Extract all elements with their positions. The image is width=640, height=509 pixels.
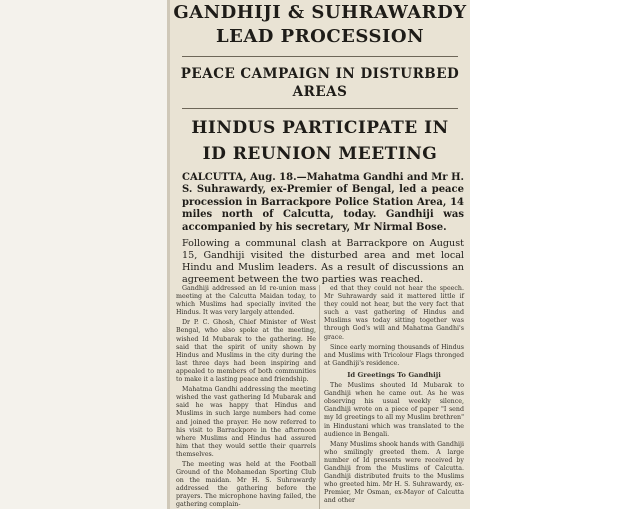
body-paragraph: Following a communal clash at Barrackpore on August 15, Gandhiji visited the disturbed area and met local Hindu and Muslim leaders. As a result of discussions an agreement between the two parties was reached.: [182, 238, 464, 285]
left-column-paragraph: The meeting was held at the Football Ground of the Mohamedan Sporting Club on the maidan. Mr H. S. Suhrawardy addressed the gathering before the prayers. The microphone having failed, the gathering complain-: [176, 460, 316, 509]
right-background: [470, 0, 640, 509]
right-column-paragraph: Since early morning thousands of Hindus and Muslims with Tricolour Flags thronged at Gandhiji's residence.: [324, 343, 464, 367]
left-column: [176, 285, 316, 509]
column-divider: [319, 285, 320, 509]
right-column-paragraph: Many Muslims shook hands with Gandhiji who smilingly greeted them. A large number of Id presents were received by Gandhiji from the Muslims of Calcutta. Gandhiji distributed fruits to the Muslims who greeted him. Mr H. S. Suhrawardy, ex-Premier, Mr Osman, ex-Mayor of Calcutta and other: [324, 440, 464, 505]
right-column-paragraph: ed that they could not hear the speech. Mr Suhrawardy said it mattered little if they could not hear, but the very fact that such a vast gathering of Hindus and Muslims was today sitting together was through God's will and Mahatma Gandhi's grace.: [324, 285, 464, 341]
deck-line-1: PEACE CAMPAIGN IN DISTURBED: [180, 66, 460, 82]
right-column-subhead: Id Greetings To Gandhiji: [347, 370, 441, 379]
deck-rule: [182, 108, 458, 109]
left-column-paragraph: Dr P. C. Ghosh, Chief Minister of West Bengal, who also spoke at the meeting, wished Id Mubarak to the gathering. He said that the spirit of unity shown by Hindus and Muslims in the city during the last three days had been inspiring and appealed to members of both communities to make it a lasting peace and friendship.: [176, 319, 316, 384]
deck-line-2: AREAS: [292, 84, 348, 100]
headline-rule: [182, 56, 458, 57]
subhead-line-2: ID REUNION MEETING: [202, 144, 438, 164]
right-column-paragraph: The Muslims shouted Id Mubarak to Gandhiji when he came out. As he was observing his usual weekly silence, Gandhiji wrote on a piece of paper "I send my Id greetings to all my Muslim brethren" in Hindustani which was translated to the audience in Bengali.: [324, 382, 464, 438]
newspaper-clipping: [170, 0, 470, 509]
headline-line-2: LEAD PROCESSION: [215, 26, 425, 47]
left-column-paragraph: Mahatma Gandhi addressing the meeting wished the vast gathering Id Mubarak and said he was happy that Hindus and Muslims in such large numbers had come and joined the prayer. He now referred to his visit to Barrackpore in the afternoon where Muslims and Hindus had assured him that they would settle their quarrels themselves.: [176, 386, 316, 458]
headline-line-1: GANDHIJI & SUHRAWARDY: [173, 2, 467, 23]
right-column: [324, 285, 464, 507]
lead-paragraph: CALCUTTA, Aug. 18.—Mahatma Gandhi and Mr H. S. Suhrawardy, ex-Premier of Bengal, led a peace procession in Barrackpore Police Station Area, 14 miles north of Calcutta, today. Gandhiji was accompanied by his secretary, Mr Nirmal Bose.: [182, 172, 464, 233]
subhead-line-1: HINDUS PARTICIPATE IN: [191, 118, 449, 138]
left-page-strip: [0, 0, 170, 509]
left-column-paragraph: Gandhiji addressed an Id re-union mass meeting at the Calcutta Maidan today, to which Muslims had specially invited the Hindus. It was very largely attended.: [176, 285, 316, 317]
